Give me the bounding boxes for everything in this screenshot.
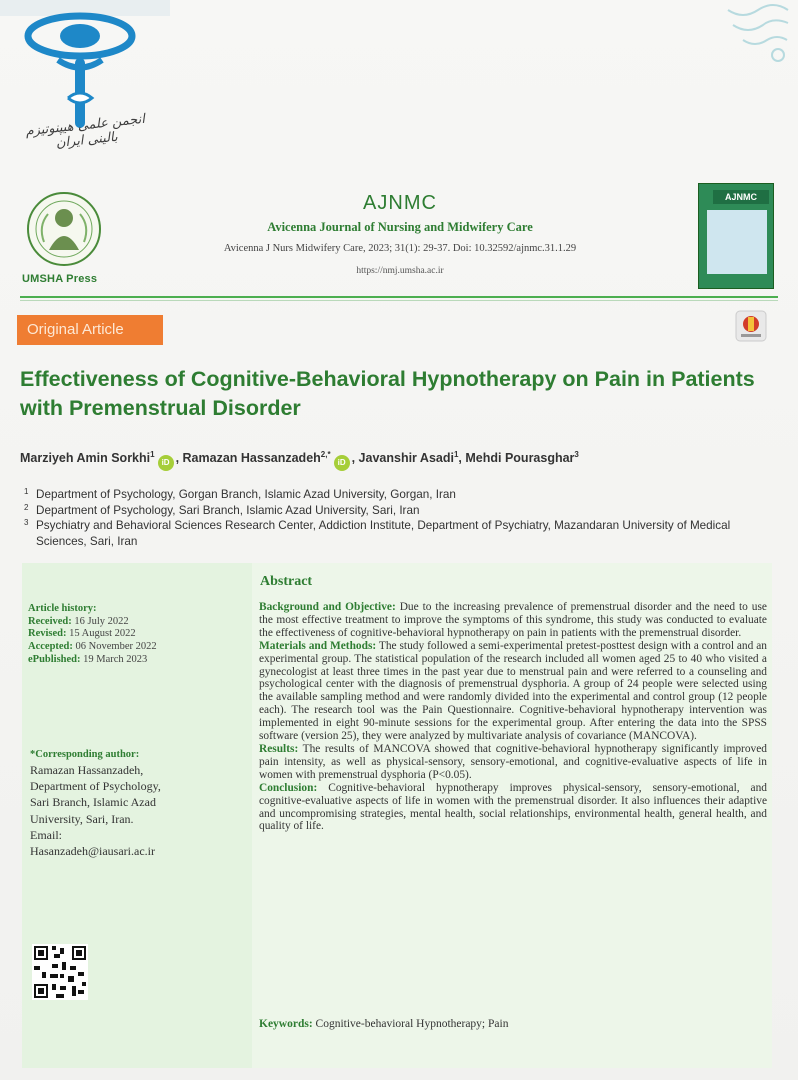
results-text: The results of MANCOVA showed that cognitive-behavioral hypnotherapy significantly improved pain intensity, as well as physical-sensory, sensory-emotional, and cognitive-evaluative aspects of life in women with premenstrual dysphoria (P<0.05). [259,742,767,781]
journal-citation: Avicenna J Nurs Midwifery Care, 2023; 31(1): 29-37. Doi: 10.32592/ajnmc.31.1.29 [223,243,577,254]
journal-abbreviation: AJNMC [363,192,437,214]
author-affiliation-marker: 1 [453,450,459,459]
corresponding-line: University, Sari, Iran. [30,811,134,826]
journal-cover-thumbnail [698,183,774,289]
orcid-icon[interactable]: iD [334,455,350,471]
keywords-label: Keywords: [259,1018,313,1030]
methods-text: The study followed a semi-experimental pretest-posttest design with a control and an experimental group. The statistical population of the research included all women aged 25 to 40 who visited a gynecologist at least three times in the past year due to menstrual pain and were referred to a counseling and psychological center with the diagnosis of premenstrual dysphoria. A group of 24 people were selected using the available sampling method and were randomly divided into the experimental and control group (12 people each). The research tool was the Pain Questionnaire. Cognitive-behavioral hypnotherapy intervention was implemented in eight 90-minute sessions for the experimental group. After entering the data into the SPSS software (version 25), they were analyzed by multivariate analysis of covariance (MANCOVA). [259,639,767,743]
corresponding-line: Department of Psychology, [30,779,161,794]
article-history [28,603,157,667]
header-divider [20,296,778,298]
affiliation-item [20,487,770,503]
corresponding-line: Email: [30,827,62,842]
corresponding-email[interactable]: Hasanzadeh@iausari.ac.ir [30,844,155,859]
journal-url[interactable]: https://nmj.umsha.ac.ir [356,266,444,276]
conclusion-text: Cognitive-behavioral hypnotherapy improves physical-sensory, sensory-emotional, and cognitive-evaluative aspects of life in women with the premenstrual disorder. It also influences their adaptive and uncompromising strategies, mental health, social relationships, environmental health, general health, and quality of life. [259,781,767,833]
orcid-icon[interactable]: iD [158,455,174,471]
article-type-badge: Original Article [17,315,163,345]
crossmark-icon[interactable] [735,310,767,342]
university-seal-icon [22,190,106,268]
abstract-conclusion [259,782,767,834]
cover-label: AJNMC [713,190,769,204]
affiliation-number: 2 [24,502,29,512]
author-name: Marziyeh Amin Sorkhi [20,451,151,466]
corresponding-heading: *Corresponding author: [30,749,140,760]
author-list: Marziyeh Amin Sorkhi$^1$iD , Ramazan Hassanzadeh$^{2,*}$iD , Javanshir Asadi$^1$, Mehdi Pourasghar$^3$ [20,450,790,471]
qr-code-icon[interactable] [32,944,88,1000]
abstract-methods [259,640,767,743]
corner-ornament-icon [708,0,798,70]
affiliation-number: 3 [24,518,29,527]
background-label: Background and Objective: [259,601,396,613]
keywords [259,1018,508,1030]
methods-label: Materials and Methods: [259,639,377,652]
revised-label: Revised: [28,628,67,640]
author-affiliation-marker: 3 [574,450,579,459]
revised-date: 15 August 2022 [69,628,136,640]
affiliation-item [20,503,770,519]
results-label: Results: [259,742,299,755]
header-divider-thin [20,300,778,301]
affiliation-list [20,487,770,549]
abstract-body [259,601,767,833]
keywords-text: Cognitive-behavioral Hypnotherapy; Pain [315,1018,509,1030]
author-name: Mehdi Pourasghar [465,451,575,466]
affiliation-text: Department of Psychology, Sari Branch, Islamic Azad University, Sari, Iran [36,503,420,517]
accepted-label: Accepted: [28,641,73,653]
abstract-heading: Abstract [260,574,313,589]
affiliation-text: Psychiatry and Behavioral Sciences Research Center, Addiction Institute, Department of Psychiatry, Mazandaran University of Medical Sciences, Sari, Iran [36,519,731,548]
abstract-background [259,601,767,640]
abstract-results [259,743,767,782]
affiliation-text: Department of Psychology, Gorgan Branch, Islamic Azad University, Gorgan, Iran [36,488,456,501]
author-name: Javanshir Asadi [358,451,454,466]
accepted-date: 06 November 2022 [75,641,157,653]
conclusion-label: Conclusion: [259,781,318,794]
background-text: Due to the increasing prevalence of premenstrual disorder and the need to use the most effective treatment to improve the symptoms of this syndrome, this study was conducted to evaluate the effectiveness of cognitive-behavioral hypnotherapy on pain in patients with the premenstrual disorder. [259,601,767,639]
corresponding-author [30,748,230,859]
epublished-date: 19 March 2023 [83,653,148,665]
author-affiliation-marker: 1 [150,450,155,459]
publisher-name: UMSHA Press [22,273,98,285]
corresponding-line: Ramazan Hassanzadeh, [30,763,144,777]
received-label: Received: [28,615,72,627]
affiliation-item [20,518,770,549]
journal-name: Avicenna Journal of Nursing and Midwifery Care [267,220,533,234]
author-name: Ramazan Hassanzadeh [182,451,321,466]
corresponding-line: Sari Branch, Islamic Azad [30,795,156,810]
society-name-persian: انجمن علمی هیپنوتیزم بالینی ایران [24,111,146,152]
article-title: Effectiveness of Cognitive-Behavioral Hypnotherapy on Pain in Patients with Premenstrual Disorder [20,367,755,420]
cover-photo [707,210,767,274]
affiliation-number: 1 [24,487,29,496]
history-heading: Article history: [28,603,97,614]
received-date: 16 July 2022 [74,615,129,627]
author-affiliation-marker: 2,* [320,450,331,459]
epublished-label: ePublished: [28,653,81,665]
